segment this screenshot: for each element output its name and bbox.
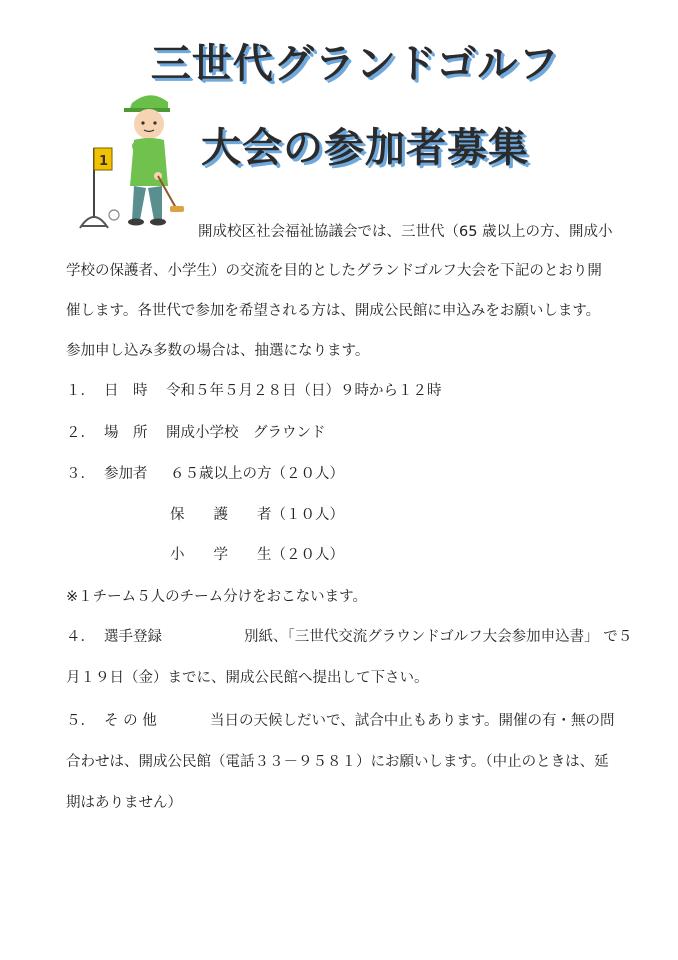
item-other-line-2: 合わせは、開成公民館（電話３３－９５８１）にお願いします。（中止のときは、延 — [66, 754, 609, 770]
item-other-label: そ の 他 — [104, 713, 157, 729]
item-date-value: 令和５年５月２８日（日）９時から１２時 — [166, 383, 442, 399]
item-other-number: ５． — [66, 713, 95, 729]
item-entry-label: 選手登録 — [104, 629, 162, 645]
intro-line-3: 催します。各世代で参加を希望される方は、開成公民館に申込みをお願いします。 — [66, 303, 601, 319]
item-place-label: 場 所 — [104, 425, 148, 441]
intro-line-1: 開成校区社会福祉協議会では、三世代（65 歳以上の方、開成小 — [198, 224, 613, 240]
golfer-illustration — [72, 88, 212, 238]
item-entry-line-1: 別紙、「三世代交流グラウンドゴルフ大会参加申込書」 で５ — [244, 629, 633, 645]
participants-seniors: ６５歳以上の方（２０人） — [170, 466, 344, 482]
item-place-value: 開成小学校 グラウンド — [166, 425, 326, 441]
team-note: ※１チーム５人のチーム分けをおこないます。 — [66, 589, 367, 605]
item-entry-line-2: 月１９日（金）までに、開成公民館へ提出して下さい。 — [66, 670, 429, 686]
title-line-1: 三世代グランドゴルフ — [150, 41, 560, 87]
item-place-number: ２． — [66, 425, 95, 441]
item-date-number: １． — [66, 383, 95, 399]
item-date-label: 日 時 — [104, 383, 148, 399]
participants-children: 小 学 生（２０人） — [170, 547, 344, 563]
intro-line-4: 参加申し込み多数の場合は、抽選になります。 — [66, 343, 370, 359]
item-participants-number: ３． — [66, 466, 95, 482]
participants-guardians: 保 護 者（１０人） — [170, 507, 344, 523]
intro-line-2: 学校の保護者、小学生）の交流を目的としたグランドゴルフ大会を下記のとおり開 — [66, 263, 602, 279]
item-other-line-1: 当日の天候しだいで、試合中止もあります。開催の有・無の問 — [210, 713, 615, 729]
item-other-line-3: 期はありません） — [66, 795, 182, 811]
item-entry-number: ４． — [66, 629, 95, 645]
title-line-2: 大会の参加者募集 — [201, 125, 529, 171]
flag-number: 1 — [99, 154, 109, 169]
item-participants-label: 参加者 — [104, 466, 148, 482]
